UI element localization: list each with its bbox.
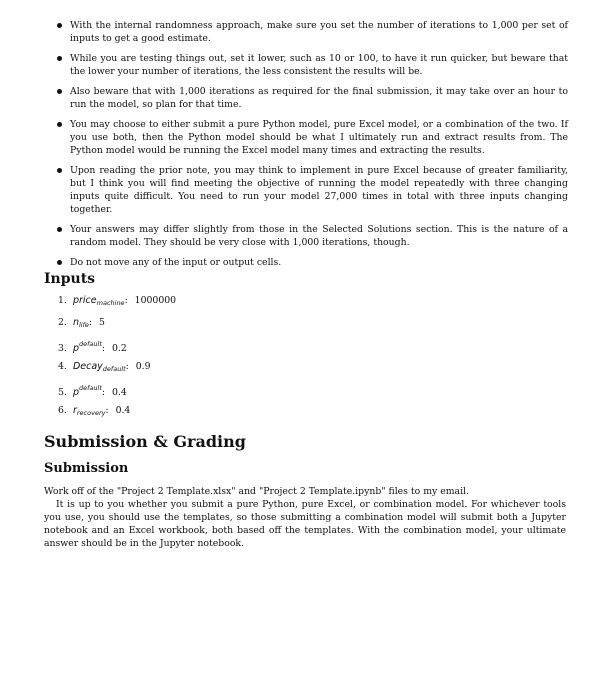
list-item: You may choose to either submit a pure Python model, pure Excel model, or a combination of the two. If you use both, then the Python model should be what I ultimately run and extract results from. The Python model would be running the Excel model many times and extracting the results.: [56, 118, 568, 157]
input-item-p-default: 3. $p^{default}$: 0.2: [58, 340, 127, 354]
bullet-icon: [57, 260, 62, 265]
bullet-icon: [57, 23, 62, 28]
input-item-price-machine: 1. price$_{machine}$: 1000000: [58, 295, 177, 307]
bullet-icon: [57, 168, 62, 173]
input-item-r-recovery: 6. $r_{recovery}$: 0.4: [58, 405, 131, 417]
bullet-icon: [57, 122, 62, 127]
inputs-list: [58, 294, 176, 426]
section-title: Submission & Grading: [44, 432, 246, 451]
input-item-decay-default: 4. Decay$_{default}$: 0.9: [58, 361, 151, 373]
list-item: Do not move any of the input or output cells.: [56, 256, 568, 269]
input-item-n-life: 2. $n_{life}$: 5: [58, 317, 105, 329]
list-item: Your answers may differ slightly from those in the Selected Solutions section. This is the nature of a random model. They should be very close with 1,000 iterations, though.: [56, 223, 568, 249]
list-item: While you are testing things out, set it lower, such as 10 or 100, to have it run quicker, but beware that the lower your number of iterations, the less consistent the results will be.: [56, 52, 568, 78]
input-item-p-default-2: 5. $p^{default}$: 0.4: [58, 384, 127, 398]
list-item: Upon reading the prior note, you may think to implement in pure Excel because of greater familiarity, but I think you will find meeting the objective of running the model repeatedly with three changing inputs quite difficult. You need to run your model 27,000 times in total with three inputs changing together.: [56, 164, 568, 216]
inputs-heading: Inputs: [44, 271, 96, 287]
bullet-icon: [57, 227, 62, 232]
bullet-icon: [57, 89, 62, 94]
submission-paragraph-2: It is up to you whether you submit a pure Python, pure Excel, or combination model. For whichever tools you use, you should use the templates, so those submitting a combination model will submit both a Jupyter notebook and an Excel workbook, both based off the templates. With the combination model, your ultimate answer should be in the Jupyter notebook.: [44, 499, 566, 549]
bullet-icon: [57, 56, 62, 61]
notes-bullet-list: [56, 19, 568, 276]
submission-paragraph-1: Work off of the "Project 2 Template.xlsx" and "Project 2 Template.ipynb" files to my email.: [44, 486, 469, 497]
list-item: With the internal randomness approach, make sure you set the number of iterations to 1,000 per set of inputs to get a good estimate.: [56, 19, 568, 45]
submission-heading: Submission: [44, 461, 129, 476]
list-item: Also beware that with 1,000 iterations as required for the final submission, it may take over an hour to run the model, so plan for that time.: [56, 85, 568, 111]
